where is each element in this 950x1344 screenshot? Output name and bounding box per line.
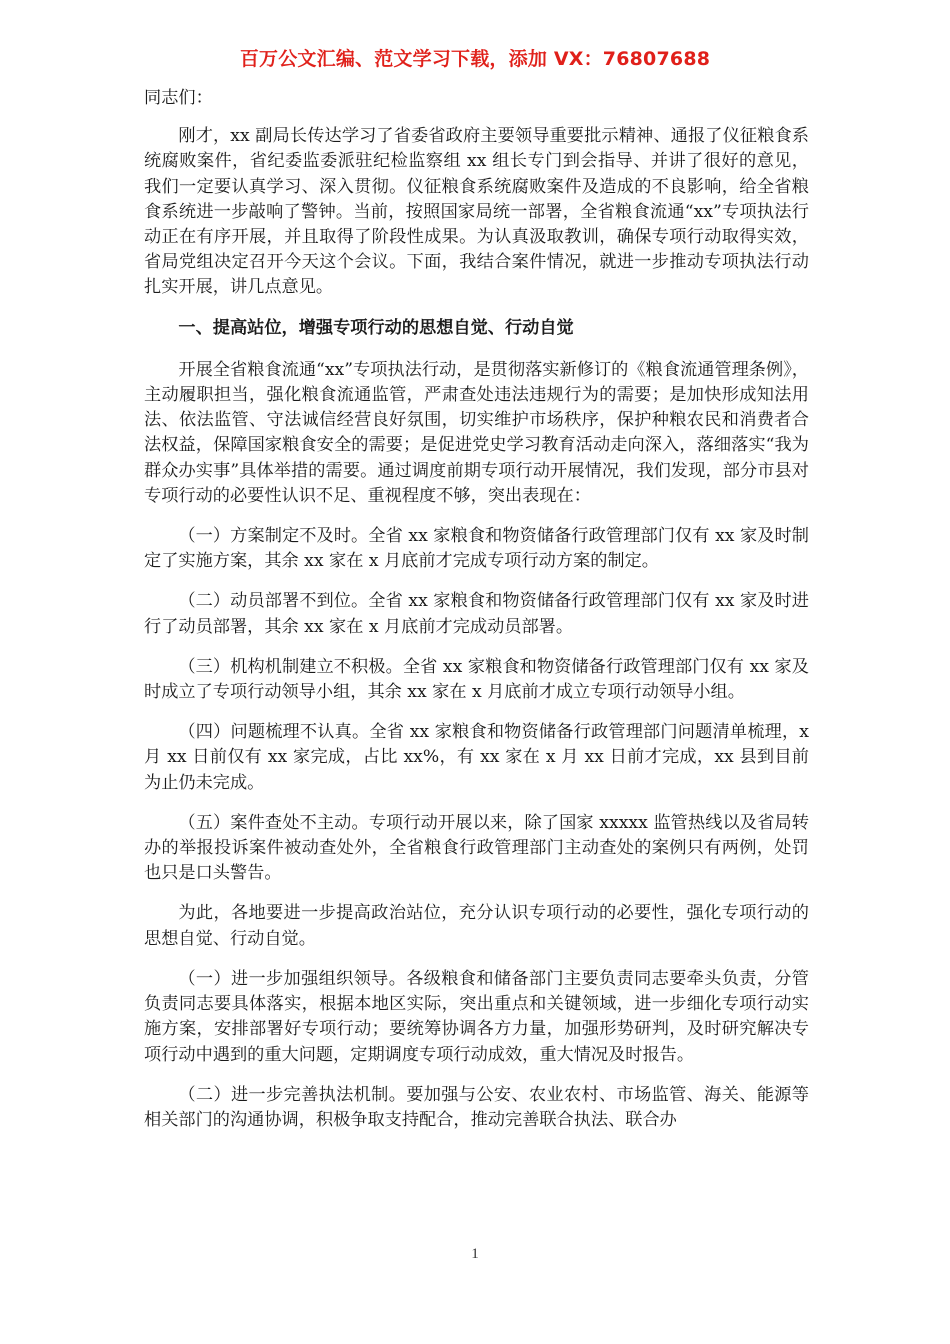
list-item: （三）机构机制建立不积极。全省 xx 家粮食和物资储备行政管理部门仅有 xx 家及时成立了专项行动领导小组，其余 xx 家在 x 月底前才成立专项行动领导小组。 <box>144 656 809 703</box>
salutation: 同志们： <box>144 88 213 108</box>
list-item: （五）案件查处不主动。专项行动开展以来，除了国家 xxxxx 监管热线以及省局转办的举报投诉案件被动查处外，全省粮食行政管理部门主动查处的案例只有两例，处罚也只是口头警告。 <box>144 812 809 884</box>
list-item: （二）动员部署不到位。全省 xx 家粮食和物资储备行政管理部门仅有 xx 家及时进行了动员部署，其余 xx 家在 x 月底前才完成动员部署。 <box>144 591 809 637</box>
measure-item: （二）进一步完善执法机制。要加强与公安、农业农村、市场监管、海关、能源等相关部门的沟通协调，积极争取支持配合，推动完善联合执法、联合办 <box>144 1084 809 1130</box>
list-item: （四）问题梳理不认真。全省 xx 家粮食和物资储备行政管理部门问题清单梳理，x 月 xx 日前仅有 xx 家完成，占比 xx%，有 xx 家在 x 月 xx 日前才完成，xx 县到目前为止仍未完成。 <box>144 722 809 793</box>
intro-paragraph: 刚才，xx 副局长传达学习了省委省政府主要领导重要批示精神、通报了仪征粮食系统腐败案件，省纪委监委派驻纪检监察组 xx 组长专门到会指导、并讲了很好的意见，我们一定要认真学习、深入贯彻。仪征粮食系统腐败案件及造成的不良影响，给全省粮食系统进一步敲响了警钟。当前，按照国家局统一部署，全省粮食流通“xx”专项执法行动正在有序开展，并且取得了阶段性成果。为认真汲取教训，确保专项行动取得实效，省局党组决定召开今天这个会议。下面，我结合案件情况，就进一步推动专项执法行动扎实开展，讲几点意见。 <box>144 126 809 298</box>
section-heading: 一、提高站位，增强专项行动的思想自觉、行动自觉 <box>178 317 574 338</box>
measure-item: （一）进一步加强组织领导。各级粮食和储备部门主要负责同志要牵头负责，分管负责同志要具体落实，根据本地区实际，突出重点和关键领域，进一步细化专项行动实施方案，安排部署好专项行动；要统筹协调各方力量，加强形势研判，及时研究解决专项行动中遇到的重大问题，定期调度专项行动成效，重大情况及时报告。 <box>144 968 809 1065</box>
section-paragraph: 开展全省粮食流通“xx”专项执法行动，是贯彻落实新修订的《粮食流通管理条例》，主动履职担当，强化粮食流通监管，严肃查处违法违规行为的需要；是加快形成知法用法、依法监管、守法诚信经营良好氛围，切实维护市场秩序，保护种粮农民和消费者合法权益，保障国家粮食安全的需要；是促进党史学习教育活动走向深入，落细落实“我为群众办实事”具体举措的需要。通过调度前期专项行动开展情况，我们发现，部分市县对专项行动的必要性认识不足、重视程度不够，突出表现在： <box>144 359 809 506</box>
page-number: 1 <box>471 1246 479 1262</box>
list-item: （一）方案制定不及时。全省 xx 家粮食和物资储备行政管理部门仅有 xx 家及时制定了实施方案，其余 xx 家在 x 月底前才完成专项行动方案的制定。 <box>144 526 809 572</box>
summary-paragraph: 为此，各地要进一步提高政治站位，充分认识专项行动的必要性，强化专项行动的思想自觉、行动自觉。 <box>144 903 809 949</box>
promo-banner: 百万公文汇编、范文学习下载，添加 VX：76807688 <box>239 48 711 70</box>
document-body <box>144 86 809 1148</box>
